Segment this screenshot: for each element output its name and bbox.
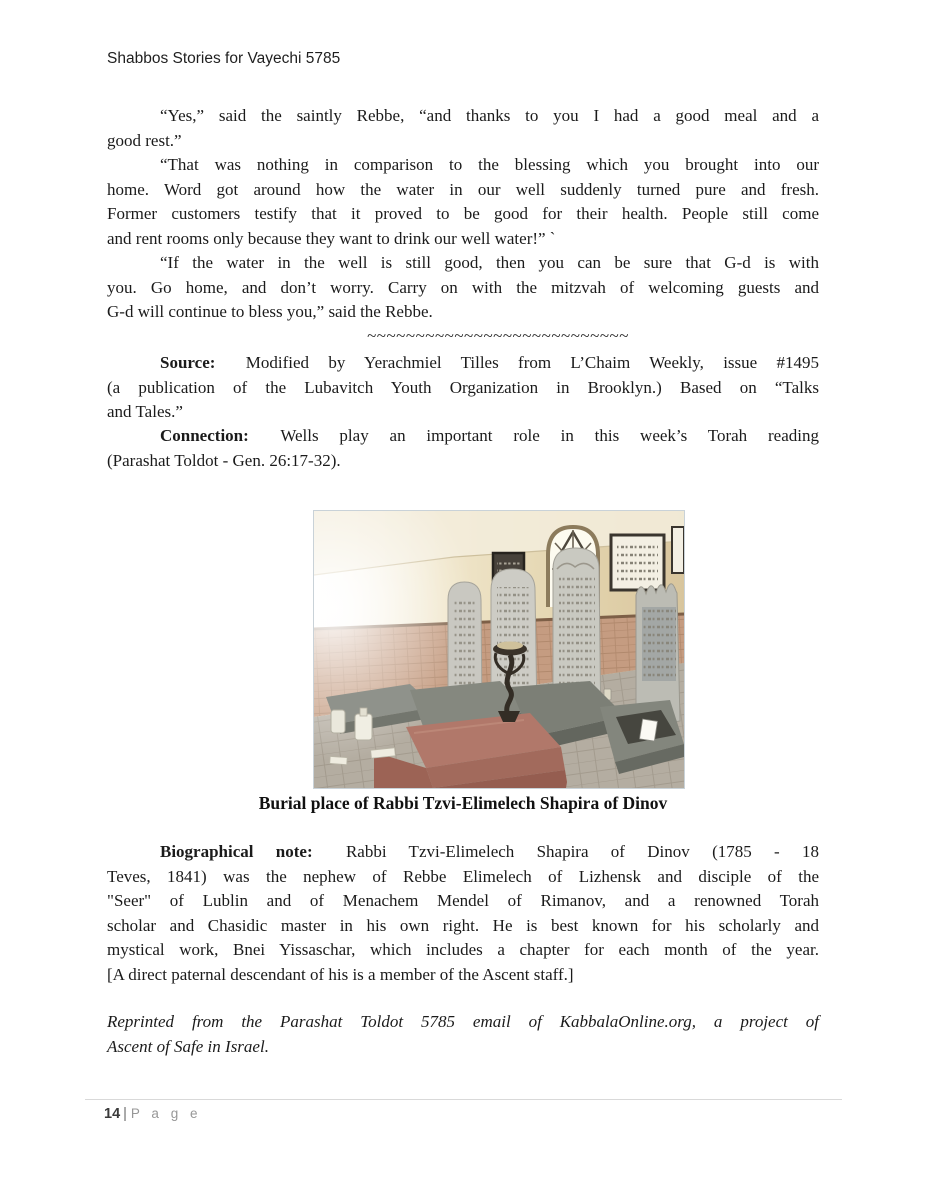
paragraph-line: and rent rooms only because they want to drink our well water!” ` xyxy=(107,228,556,248)
paragraph-line: “Yes,” said the saintly Rebbe, “and thanks to you I had a good meal and a xyxy=(160,106,819,125)
bio-text: Rabbi Tzvi-Elimelech Shapira of Dinov (1785 - 18 xyxy=(345,842,819,861)
connection-text: Wells play an important role in this week’s Torah reading xyxy=(280,426,819,445)
footer-page-number: 14 xyxy=(104,1106,121,1122)
page-header: Shabbos Stories for Vayechi 5785 xyxy=(107,50,341,67)
bio-label: Biographical note: xyxy=(160,842,313,861)
story-paragraph-1 xyxy=(107,104,819,153)
paragraph-line: “If the water in the well is still good, then you can be sure that G-d is with xyxy=(160,253,819,272)
paragraph-line: you. Go home, and don’t worry. Carry on with the mitzvah of welcoming guests and xyxy=(107,277,819,297)
story-paragraph-2 xyxy=(107,153,819,251)
paragraph-line: “That was nothing in comparison to the blessing which you brought into our xyxy=(160,155,819,174)
paragraph-line: home. Word got around how the water in our well suddenly turned pure and fresh. xyxy=(107,179,819,199)
burial-place-photo xyxy=(313,510,685,789)
paragraph-line: Teves, 1841) was the nephew of Rebbe Elimelech of Lizhensk and disciple of the xyxy=(107,866,819,886)
connection-label: Connection: xyxy=(160,426,249,445)
source-label: Source: xyxy=(160,353,216,372)
paragraph-line: and Tales.” xyxy=(107,402,183,421)
paragraph-line: mystical work, Bnei Yissaschar, which includes a chapter for each month of the year. xyxy=(107,940,819,959)
footer-separator: | xyxy=(123,1106,127,1122)
paragraph-line: "Seer" of Lublin and of Menachem Mendel of Rimanov, and a renowned Torah xyxy=(107,891,819,910)
paragraph-line: scholar and Chasidic master in his own right. He is best known for his scholarly and xyxy=(107,915,819,935)
footer-rule xyxy=(85,1099,842,1100)
paragraph-line: (a publication of the Lubavitch Youth Organization in Brooklyn.) Based on “Talks xyxy=(107,377,819,397)
edge-plaque xyxy=(672,527,684,573)
photo-caption: Burial place of Rabbi Tzvi-Elimelech Shapira of Dinov xyxy=(258,793,668,813)
burial-place-photo-art xyxy=(314,511,684,788)
paragraph-line: [A direct paternal descendant of his is a member of the Ascent staff.] xyxy=(107,964,574,984)
paragraph-line xyxy=(107,840,819,865)
reprint-note xyxy=(107,1010,819,1059)
white-plaque xyxy=(611,535,664,590)
tilde-separator: ~~~~~~~~~~~~~~~~~~~~~~~~~~~ xyxy=(367,326,629,345)
paragraph-line xyxy=(107,351,819,376)
paragraph-line xyxy=(107,424,819,449)
story-paragraph-3 xyxy=(107,251,819,325)
source-text: Modified by Yerachmiel Tilles from L’Chaim Weekly, issue #1495 xyxy=(245,353,820,372)
page-footer xyxy=(104,1106,816,1122)
paragraph-line: good rest.” xyxy=(107,130,182,150)
paragraph-line: Former customers testify that it proved to be good for their health. People still come xyxy=(107,204,819,223)
paragraph-line: Ascent of Safe in Israel. xyxy=(107,1036,269,1056)
paragraph-line: Reprinted from the Parashat Toldot 5785 email of KabbalaOnline.org, a project of xyxy=(107,1012,819,1031)
footer-page-word: P a g e xyxy=(130,1106,202,1121)
bio-paragraph xyxy=(107,840,819,987)
paragraph-line: G-d will continue to bless you,” said the Rebbe. xyxy=(107,302,433,321)
paragraph-line: (Parashat Toldot - Gen. 26:17-32). xyxy=(107,450,341,470)
connection-paragraph xyxy=(107,424,819,473)
source-paragraph xyxy=(107,351,819,425)
